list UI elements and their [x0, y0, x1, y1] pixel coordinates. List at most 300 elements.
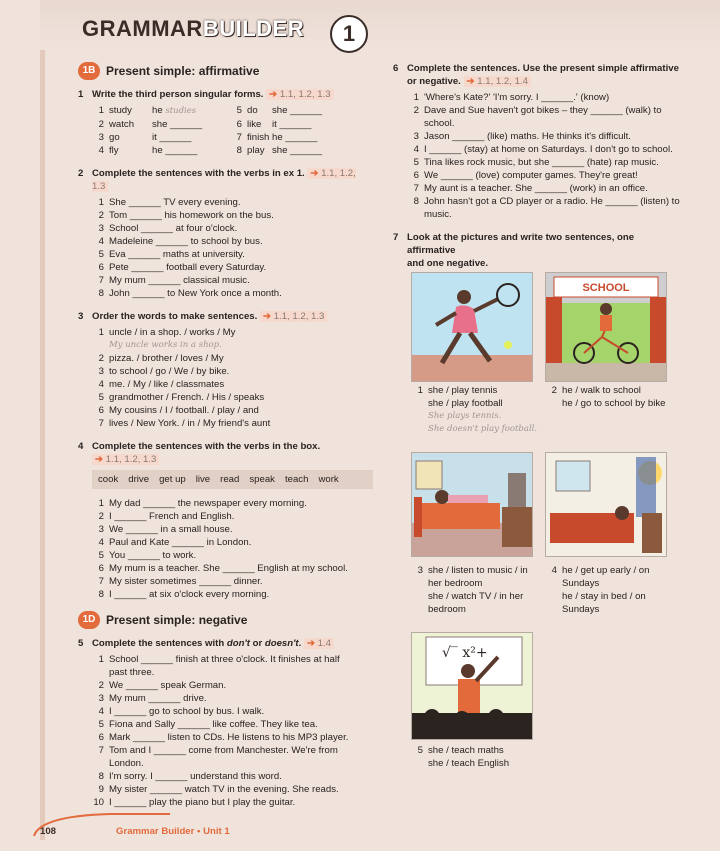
caption-line — [411, 744, 551, 757]
caption-picture-4 — [545, 564, 685, 616]
item-number: 8 — [98, 589, 104, 600]
picture-bedroom-music — [411, 452, 533, 557]
exercise-number: 5 — [78, 638, 84, 649]
footer-title: Grammar Builder • Unit 1 — [116, 826, 230, 837]
list-item — [92, 692, 373, 705]
exercise-2-items — [92, 196, 373, 300]
exercise-4-instruction — [78, 440, 373, 466]
item-text: Pete ______ football every Saturday. — [109, 262, 267, 273]
item-number: 1 — [98, 197, 104, 208]
list-item — [407, 143, 683, 156]
section-badge: 1B — [78, 62, 100, 80]
picture-bed-sunday — [545, 452, 667, 557]
item-text: My cousins / I / football. / play / and — [109, 405, 259, 416]
item-number — [411, 423, 423, 436]
item-number: 2 — [98, 511, 104, 522]
item-text: grandmother / French. / His / speaks — [109, 392, 265, 403]
arrow-right-icon: ➔ — [262, 311, 272, 322]
item-number: 4 — [98, 379, 104, 390]
item-number: 8 — [413, 196, 419, 207]
picture-tennis — [411, 272, 533, 382]
list-item — [407, 182, 683, 195]
title-part1: GRAMMAR — [82, 16, 203, 41]
word-box — [92, 470, 373, 489]
item-text: We ______ speak German. — [109, 680, 227, 691]
item-number: 5 — [98, 719, 104, 730]
instruction-dont: don't — [226, 638, 250, 649]
handwritten-answer: She doesn't play football. — [428, 424, 538, 434]
caption-line — [545, 564, 685, 577]
reference-tag — [304, 638, 334, 649]
list-item — [92, 770, 373, 783]
instruction-text-2: and one negative. — [407, 258, 489, 269]
item-text: pizza. / brother / loves / My — [109, 353, 224, 364]
item-number: 1 — [98, 498, 104, 509]
caption-line — [411, 577, 541, 590]
item-number: 4 — [98, 145, 104, 156]
caption-text: Sundays — [562, 604, 600, 615]
item-answer — [152, 131, 230, 144]
list-item — [230, 131, 272, 144]
instruction-end: . — [298, 638, 302, 649]
section-heading-1b — [78, 62, 373, 80]
caption-line — [545, 590, 685, 603]
item-text: My mum ______ drive. — [109, 693, 207, 704]
caption-text: Sundays — [562, 578, 600, 589]
right-column — [393, 62, 683, 273]
item-text: to school / go / We / by bike. — [109, 366, 230, 377]
exercise-number: 1 — [78, 89, 84, 100]
item-pronoun: she ______ — [152, 119, 203, 130]
word-box-item: cook — [98, 474, 119, 485]
item-answer: she ______ — [272, 145, 323, 156]
caption-text: bedroom — [428, 604, 466, 615]
handwritten-answer: studies — [165, 106, 197, 116]
list-item — [92, 326, 373, 339]
item-text: I'm sorry. I ______ understand this word. — [109, 771, 282, 782]
item-number: 5 — [98, 550, 104, 561]
caption-line — [545, 603, 685, 616]
caption-text: he / stay in bed / on — [562, 591, 646, 602]
word-box-item: get up — [159, 474, 186, 485]
caption-picture-1 — [411, 384, 541, 436]
list-item — [92, 497, 373, 510]
exercise-number: 6 — [393, 63, 399, 74]
item-number: 3 — [98, 366, 104, 377]
item-number — [545, 603, 557, 616]
item-number: 3 — [98, 223, 104, 234]
word-box-item: live — [195, 474, 211, 485]
item-verb: watch — [109, 119, 135, 130]
page-title — [82, 16, 304, 42]
item-pronoun: it ______ — [152, 132, 192, 143]
word-box-item: read — [220, 474, 240, 485]
list-item — [92, 679, 373, 692]
caption-line — [545, 397, 685, 410]
item-number: 4 — [413, 144, 419, 155]
exercise-1-table — [92, 104, 373, 157]
item-number: 5 — [413, 157, 419, 168]
list-item — [92, 417, 373, 430]
item-text: past three. — [109, 667, 155, 678]
exercise-3-items — [92, 326, 373, 430]
exercise-1-instruction — [78, 88, 373, 101]
item-text: School ______ finish at three o'clock. It finishes at half — [109, 654, 340, 665]
page-number: 108 — [40, 826, 57, 837]
list-item — [230, 104, 272, 118]
unit-number-badge: 1 — [330, 15, 368, 53]
caption-text: she / listen to music / in — [428, 565, 528, 576]
caption-line — [545, 384, 685, 397]
section-badge: 1D — [78, 611, 100, 629]
instruction-text: Complete the sentences with the verbs in the box. — [92, 441, 321, 452]
item-answer: she ______ — [272, 105, 323, 116]
list-item — [92, 222, 373, 235]
bedroom-music-illustration — [412, 453, 532, 556]
list-item — [92, 666, 373, 679]
item-text: school. — [424, 118, 455, 129]
item-text: School ______ at four o'clock. — [109, 223, 238, 234]
item-number: 4 — [551, 565, 557, 576]
teacher-illustration — [412, 633, 532, 739]
item-answer — [152, 104, 230, 118]
list-item — [92, 352, 373, 365]
reference-tag — [92, 454, 159, 465]
list-item — [92, 274, 373, 287]
item-number — [411, 410, 423, 423]
item-text: My mum is a teacher. She ______ English at my school. — [109, 563, 348, 574]
item-number: 8 — [236, 145, 242, 156]
caption-text: he / walk to school — [562, 385, 641, 396]
list-item — [92, 261, 373, 274]
reference-text: 1.1, 1.2, 1.3 — [273, 311, 325, 322]
svg-text:√‾ x²+: √‾ x²+ — [442, 645, 488, 661]
item-text: music. — [424, 209, 452, 220]
item-text: I ______ at six o'clock every morning. — [109, 589, 270, 600]
list-item — [407, 169, 683, 182]
item-number: 7 — [236, 132, 242, 143]
caption-text: he / go to school by bike — [562, 398, 666, 409]
word-box-item: teach — [284, 474, 309, 485]
item-number: 7 — [413, 183, 419, 194]
item-text: me. / My / like / classmates — [109, 379, 225, 390]
list-item — [92, 757, 373, 770]
bed-sunday-illustration — [546, 453, 666, 556]
section-heading-1d — [78, 611, 373, 629]
caption-line — [411, 384, 541, 397]
reference-text: 1.1, 1.2, 1.3 — [105, 454, 157, 465]
item-number: 10 — [93, 797, 104, 808]
item-number: 6 — [98, 732, 104, 743]
caption-line — [411, 564, 541, 577]
caption-text: she / teach maths — [428, 745, 504, 756]
arrow-right-icon: ➔ — [269, 89, 278, 100]
item-text: We ______ (love) computer games. They're great! — [424, 170, 638, 181]
item-text: John hasn't got a CD player or a radio. He ______ (listen) to — [424, 196, 680, 207]
item-pronoun: he — [152, 105, 166, 116]
item-number: 1 — [98, 105, 104, 116]
instruction-text: Complete the sentences with the verbs in ex 1. — [92, 168, 305, 179]
arrow-right-icon: ➔ — [466, 76, 475, 87]
instruction-text: Look at the pictures and write two sentences, one affirmative — [407, 232, 635, 256]
item-text: My aunt is a teacher. She ______ (work) in an office. — [424, 183, 648, 194]
item-number: 8 — [98, 288, 104, 299]
picture-school — [545, 272, 667, 382]
item-text: Tina likes rock music, but she ______ (hate) rap music. — [424, 157, 659, 168]
item-number: 1 — [98, 654, 104, 665]
reference-text: 1.4 — [317, 638, 332, 649]
arrow-right-icon: ➔ — [95, 454, 104, 465]
list-item — [92, 575, 373, 588]
item-text: My sister sometimes ______ dinner. — [109, 576, 263, 587]
caption-line — [411, 757, 551, 770]
item-verb: play — [247, 145, 265, 156]
item-number: 7 — [98, 745, 104, 756]
item-answer: he ______ — [272, 132, 318, 143]
item-verb: fly — [109, 145, 119, 156]
item-text: John ______ to New York once a month. — [109, 288, 282, 299]
caption-text: he / get up early / on — [562, 565, 650, 576]
list-item — [92, 209, 373, 222]
list-item — [92, 378, 373, 391]
school-sign-text: SCHOOL — [582, 282, 630, 294]
item-text: I ______ go to school by bus. I walk. — [109, 706, 265, 717]
item-verb: finish — [247, 132, 270, 143]
caption-line — [411, 423, 541, 436]
list-item — [92, 718, 373, 731]
list-item — [92, 523, 373, 536]
exercise-3-rest — [92, 352, 373, 430]
list-item — [92, 536, 373, 549]
example-answer — [92, 339, 373, 352]
caption-picture-2 — [545, 384, 685, 410]
item-text: My sister ______ watch TV in the evening. She reads. — [109, 784, 339, 795]
caption-line — [545, 577, 685, 590]
handwritten-answer: My uncle works in a shop. — [109, 340, 222, 350]
list-item — [92, 235, 373, 248]
arrow-right-icon: ➔ — [310, 168, 319, 179]
item-number — [411, 603, 423, 616]
exercise-number: 4 — [78, 441, 84, 452]
instruction-or: or — [249, 638, 265, 649]
item-verb: do — [247, 105, 258, 116]
caption-picture-3 — [411, 564, 541, 616]
list-item — [92, 705, 373, 718]
item-number: 8 — [98, 771, 104, 782]
list-item — [92, 365, 373, 378]
item-number: 6 — [413, 170, 419, 181]
item-answer — [152, 118, 230, 131]
item-text: My dad ______ the newspaper every morning. — [109, 498, 307, 509]
list-item — [92, 287, 373, 300]
reference-tag — [260, 311, 327, 322]
item-pronoun: he ______ — [152, 145, 198, 156]
exercise-number: 3 — [78, 311, 84, 322]
list-item — [92, 562, 373, 575]
item-number: 3 — [98, 524, 104, 535]
item-number — [411, 590, 423, 603]
item-text: 'Where's Kate?' 'I'm sorry. I ______.' (know) — [424, 92, 610, 103]
list-item — [92, 653, 373, 666]
item-answer — [152, 144, 230, 157]
item-number: 3 — [413, 131, 419, 142]
list-item — [92, 131, 152, 144]
reference-tag — [464, 76, 531, 87]
instruction-doesnt: doesn't — [264, 638, 299, 649]
item-text: uncle / in a shop. / works / My — [109, 327, 236, 338]
left-column — [78, 62, 373, 819]
list-item — [92, 404, 373, 417]
item-number — [411, 397, 423, 410]
item-number: 2 — [98, 353, 104, 364]
item-number — [411, 757, 423, 770]
item-number — [545, 577, 557, 590]
list-item — [92, 144, 152, 157]
list-item — [92, 549, 373, 562]
item-number: 7 — [98, 576, 104, 587]
word-box-item: drive — [128, 474, 150, 485]
item-number: 1 — [98, 327, 104, 338]
item-text: Paul and Kate ______ in London. — [109, 537, 252, 548]
item-number: 5 — [417, 745, 423, 756]
instruction-text: Order the words to make sentences. — [92, 311, 258, 322]
list-item — [92, 588, 373, 601]
item-text: Eva ______ maths at university. — [109, 249, 245, 260]
item-number: 3 — [417, 565, 423, 576]
item-text: lives / New York. / in / My friend's aunt — [109, 418, 271, 429]
item-text: Dave and Sue haven't got bikes – they ______ (walk) to — [424, 105, 662, 116]
item-text: We ______ in a small house. — [109, 524, 233, 535]
item-number: 4 — [98, 706, 104, 717]
item-verb: study — [109, 105, 132, 116]
item-verb: go — [109, 132, 120, 143]
caption-text: she / watch TV / in her — [428, 591, 524, 602]
page-edge-band — [40, 50, 45, 840]
item-number: 6 — [98, 563, 104, 574]
item-text: London. — [109, 758, 144, 769]
exercise-7-instruction — [393, 231, 683, 270]
item-number — [411, 577, 423, 590]
instruction-text: Write the third person singular forms. — [92, 89, 264, 100]
item-number — [545, 397, 557, 410]
list-item — [92, 510, 373, 523]
list-item — [407, 156, 683, 169]
list-item — [92, 744, 373, 757]
item-number: 5 — [98, 392, 104, 403]
school-bike-illustration — [546, 273, 666, 381]
item-number: 2 — [98, 210, 104, 221]
item-number — [92, 757, 104, 770]
list-item — [92, 248, 373, 261]
item-number: 4 — [98, 537, 104, 548]
caption-picture-5 — [411, 744, 551, 770]
list-item — [230, 144, 272, 157]
instruction-text: Complete the sentences with — [92, 638, 227, 649]
item-number: 7 — [98, 418, 104, 429]
list-item — [407, 208, 683, 221]
caption-line — [411, 603, 541, 616]
caption-text: her bedroom — [428, 578, 483, 589]
instruction-text-2: or negative. — [407, 76, 461, 87]
item-number: 6 — [236, 119, 242, 130]
exercise-5-items — [92, 653, 373, 809]
item-number — [407, 117, 419, 130]
reference-text: 1.1, 1.2, 1.4 — [477, 76, 528, 87]
reference-text: 1.1, 1.2, 1.3 — [92, 168, 356, 192]
item-number — [92, 666, 104, 679]
list-item — [407, 130, 683, 143]
caption-line — [411, 397, 541, 410]
item-verb: like — [247, 119, 262, 130]
item-number: 3 — [98, 132, 104, 143]
item-number: 6 — [98, 262, 104, 273]
list-item — [407, 104, 683, 117]
word-box-item: work — [318, 474, 339, 485]
item-number — [545, 590, 557, 603]
list-item — [230, 118, 272, 131]
item-number: 6 — [98, 405, 104, 416]
title-part2: BUILDER — [202, 16, 305, 41]
caption-line — [411, 590, 541, 603]
exercise-4-items — [92, 497, 373, 601]
item-text: My mum ______ classical music. — [109, 275, 250, 286]
section-title: Present simple: negative — [106, 612, 248, 627]
item-text: She ______ TV every evening. — [109, 197, 241, 208]
section-title: Present simple: affirmative — [106, 63, 260, 78]
item-number — [407, 208, 419, 221]
item-text: Jason ______ (like) maths. He thinks it's difficult. — [424, 131, 631, 142]
item-answer: it ______ — [272, 119, 312, 130]
list-item — [92, 104, 152, 118]
item-text: Mark ______ listen to CDs. He listens to his MP3 player. — [109, 732, 349, 743]
item-number — [92, 339, 104, 352]
exercise-5-instruction — [78, 637, 373, 650]
list-item — [92, 731, 373, 744]
item-number: 5 — [98, 249, 104, 260]
caption-text: she / play football — [428, 398, 503, 409]
item-number: 9 — [98, 784, 104, 795]
item-number: 1 — [413, 92, 419, 103]
exercise-3-instruction — [78, 310, 373, 323]
item-number: 2 — [413, 105, 419, 116]
exercise-6-instruction — [393, 62, 683, 88]
item-text: Fiona and Sally ______ like coffee. They like tea. — [109, 719, 318, 730]
exercise-number: 7 — [393, 232, 399, 243]
exercise-6-items — [407, 91, 683, 221]
handwritten-answer: She plays tennis. — [428, 411, 502, 421]
exercise-number: 2 — [78, 168, 84, 179]
item-number: 7 — [98, 275, 104, 286]
item-number: 2 — [98, 119, 104, 130]
arrow-right-icon: ➔ — [306, 638, 315, 649]
caption-line — [411, 410, 541, 423]
item-text: Tom ______ his homework on the bus. — [109, 210, 274, 221]
item-text: I ______ play the piano but I play the guitar. — [109, 797, 296, 808]
item-number: 5 — [236, 105, 242, 116]
list-item — [407, 195, 683, 208]
instruction-text: Complete the sentences. Use the present simple affirmative — [407, 63, 679, 74]
word-box-item: speak — [249, 474, 275, 485]
item-number: 4 — [98, 236, 104, 247]
list-item — [407, 91, 683, 104]
list-item — [92, 118, 152, 131]
item-number: 3 — [98, 693, 104, 704]
list-item — [92, 783, 373, 796]
list-item — [92, 391, 373, 404]
item-text: You ______ to work. — [109, 550, 197, 561]
item-text: Tom and I ______ come from Manchester. We're from — [109, 745, 338, 756]
list-item — [407, 117, 683, 130]
